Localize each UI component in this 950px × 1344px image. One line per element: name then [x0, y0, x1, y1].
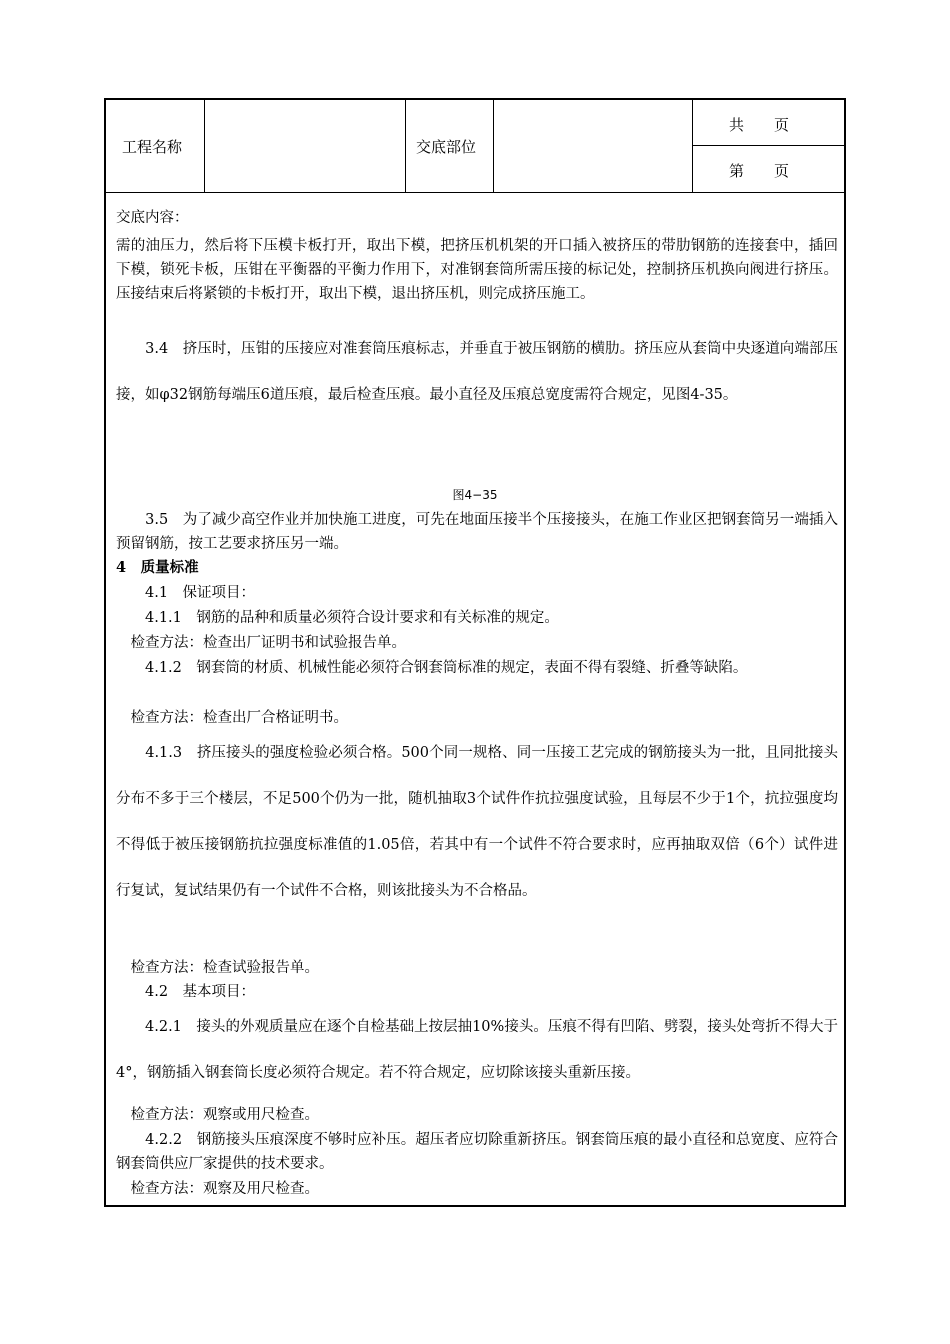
section-heading-quality: 4 质量标准 [116, 559, 199, 576]
check-method-4: 检查方法：观察或用尺检查。 [116, 1107, 319, 1123]
paragraph-4-1-3: 4.1.3 挤压接头的强度检验必须合格。500个同一规格、同一压接工艺完成的钢筋接头为一批，且同批接头分布不多于三个楼层，不足500个仍为一批，随机抽取3个试件作抗拉强度试验，且每层不少于1个，抗拉强度均不得低于被压接钢筋抗拉强度标准值的1.05倍，若其中有一个试件不符合要求时，应再抽取双倍（6个）试件进行复试，复试结果仍有一个试件不合格，则该批接头为不合格品。 [116, 745, 838, 899]
location-label: 交底部位 [416, 138, 477, 156]
project-name-value-cell[interactable] [205, 100, 406, 192]
paragraph-press-procedure: 需的油压力，然后将下压模卡板打开，取出下模，把挤压机机架的开口插入被挤压的带肋钢筋的连接套中，插回下模，锁死卡板，压钳在平衡器的平衡力作用下，对准钢套筒所需压接的标记处，控制挤压机换向阀进行挤压。压接结束后将紧锁的卡板打开，取出下模，退出挤压机，则完成挤压施工。 [116, 238, 838, 302]
paragraph-3-4: 3.4 挤压时，压钳的压接应对准套筒压痕标志，并垂直于被压钢筋的横肋。挤压应从套筒中央逐道向端部压接，如φ32钢筋每端压6道压痕，最后检查压痕。最小直径及压痕总宽度需符合规定，见图4-35。 [116, 341, 838, 403]
paragraph-4-2-1: 4.2.1 接头的外观质量应在逐个自检基础上按层抽10%接头。压痕不得有凹陷、劈裂，接头处弯折不得大于4°，钢筋插入钢套筒长度必须符合规定。若不符合规定，应切除该接头重新压接。 [116, 1019, 838, 1081]
content-label: 交底内容： [116, 210, 189, 226]
check-method-2: 检查方法：检查出厂合格证明书。 [116, 710, 348, 726]
paragraph-3-5: 3.5 为了减少高空作业并加快施工进度，可先在地面压接半个压接接头，在施工作业区把钢套筒另一端插入预留钢筋，按工艺要求挤压另一端。 [116, 512, 838, 552]
check-method-1: 检查方法：检查出厂证明书和试验报告单。 [116, 635, 406, 651]
disclosure-sheet [104, 98, 846, 1207]
figure-caption: 图4−35 [452, 488, 498, 502]
paragraph-4-1: 4.1 保证项目： [116, 585, 256, 601]
project-name-label: 工程名称 [122, 138, 183, 156]
location-value-cell[interactable] [494, 100, 693, 192]
paragraph-4-1-2: 4.1.2 钢套筒的材质、机械性能必须符合钢套筒标准的规定，表面不得有裂缝、折叠等缺陷。 [116, 660, 748, 676]
location-label-cell [406, 100, 494, 192]
total-pages-cell [693, 100, 844, 146]
check-method-3: 检查方法：检查试验报告单。 [116, 960, 319, 976]
paragraph-4-2-2: 4.2.2 钢筋接头压痕深度不够时应补压。超压者应切除重新挤压。钢套筒压痕的最小直径和总宽度、应符合钢套筒供应厂家提供的技术要求。 [116, 1132, 838, 1172]
page-number-cell [693, 146, 844, 192]
header-divider [106, 192, 844, 193]
project-name-label-cell [106, 100, 205, 192]
check-method-5: 检查方法：观察及用尺检查。 [116, 1181, 319, 1197]
page-number-label: 第 页 [729, 162, 790, 180]
total-pages-label: 共 页 [729, 116, 790, 134]
paragraph-4-2: 4.2 基本项目： [116, 984, 256, 1000]
paragraph-4-1-1: 4.1.1 钢筋的品种和质量必须符合设计要求和有关标准的规定。 [116, 610, 559, 626]
